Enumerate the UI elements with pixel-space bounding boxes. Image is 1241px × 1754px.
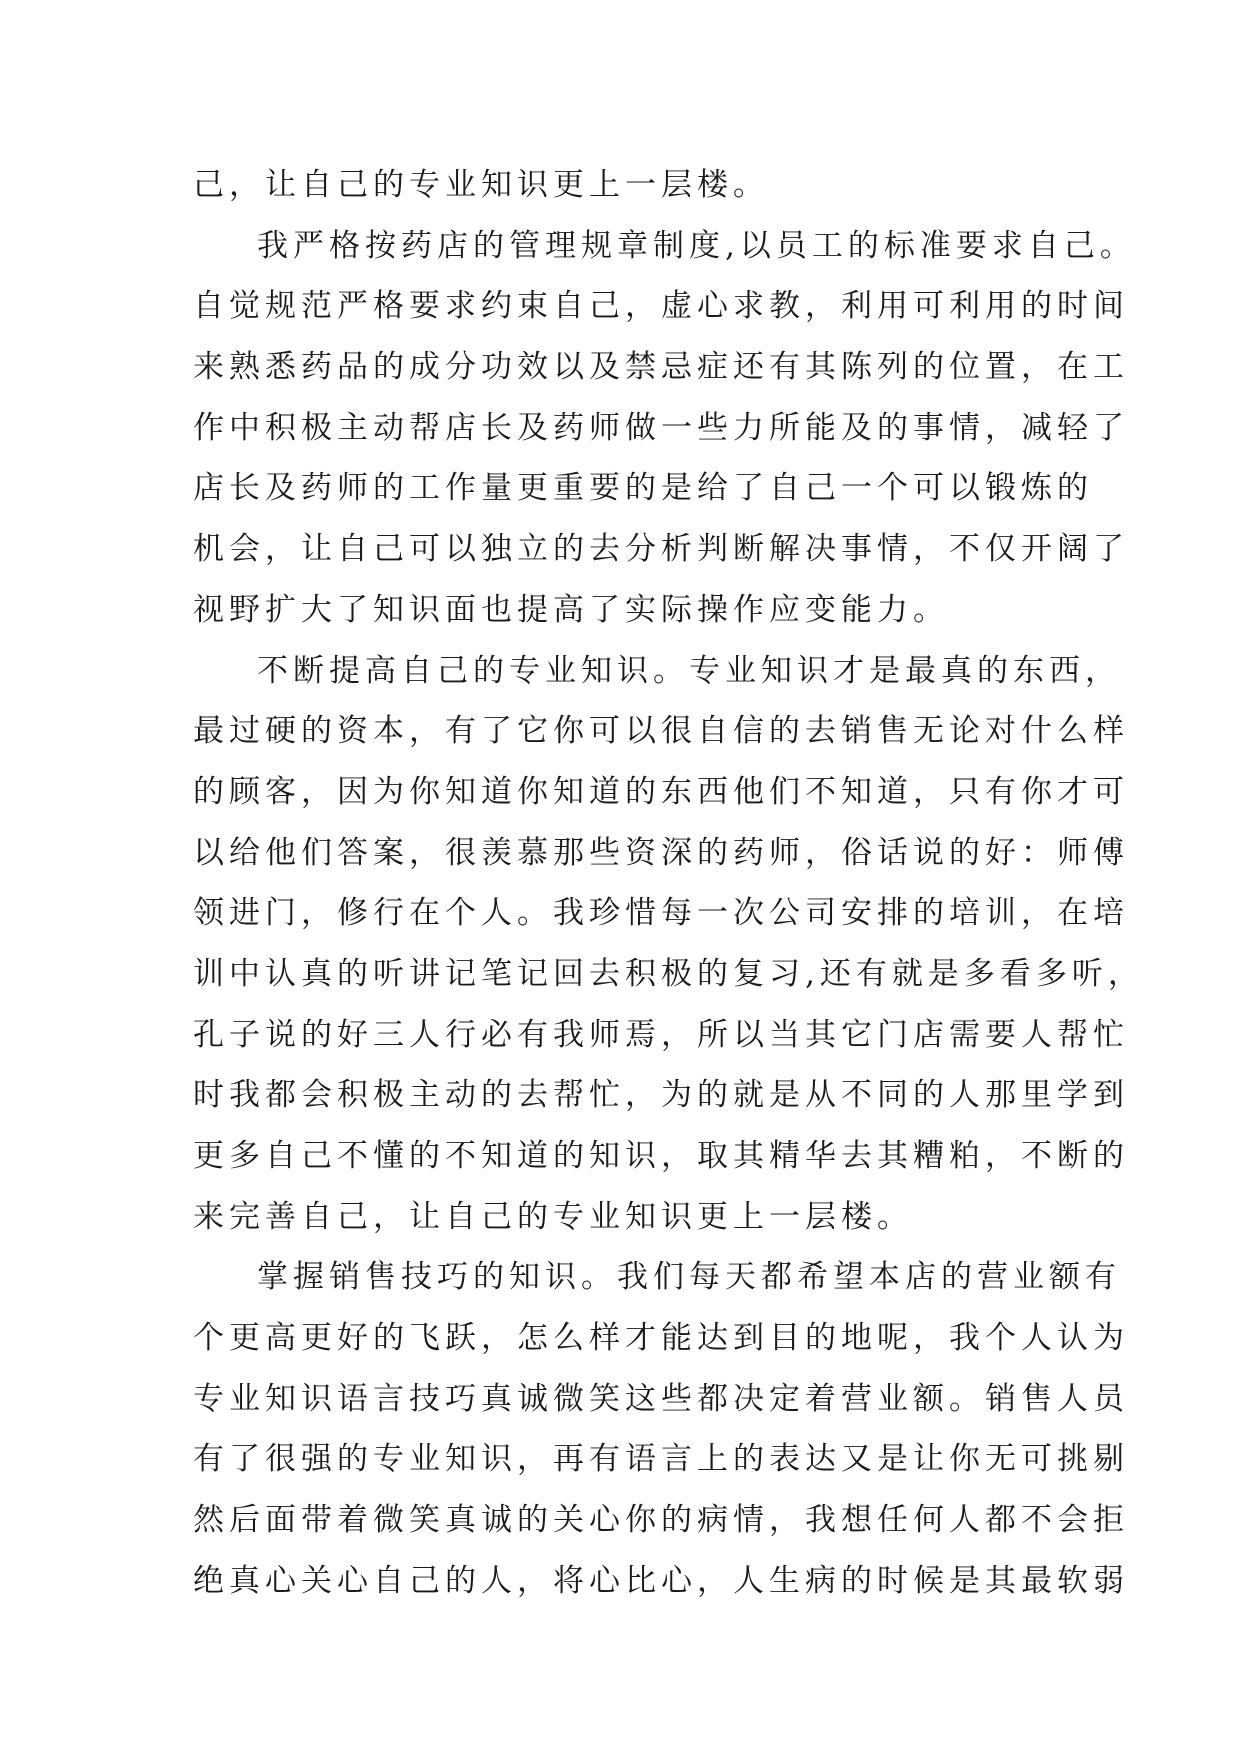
text-line: 最过硬的资本，有了它你可以很自信的去销售无论对什么样 — [193, 713, 1129, 750]
text-line: 有了很强的专业知识，再有语言上的表达又是让你无可挑剔 — [193, 1441, 1129, 1478]
text-line: 来完善自己，让自己的专业知识更上一层楼。 — [193, 1198, 913, 1235]
text-line: 我严格按药店的管理规章制度,以员工的标准要求自己。 — [257, 227, 1136, 264]
text-line: 店长及药师的工作量更重要的是给了自己一个可以锻炼的 — [193, 470, 1093, 507]
text-line: 以给他们答案，很羡慕那些资深的药师，俗话说的好：师傅 — [193, 834, 1129, 871]
text-line: 来熟悉药品的成分功效以及禁忌症还有其陈列的位置，在工 — [193, 349, 1129, 386]
text-line: 孔子说的好三人行必有我师焉，所以当其它门店需要人帮忙 — [193, 1016, 1129, 1053]
text-line: 不断提高自己的专业知识。专业知识才是最真的东西， — [257, 652, 1121, 689]
text-line: 的顾客，因为你知道你知道的东西他们不知道，只有你才可 — [193, 773, 1129, 810]
text-line: 个更高更好的飞跃，怎么样才能达到目的地呢，我个人认为 — [193, 1320, 1129, 1357]
text-line: 自觉规范严格要求约束自己，虚心求教，利用可利用的时间 — [193, 288, 1129, 325]
text-line: 己，让自己的专业知识更上一层楼。 — [193, 167, 769, 203]
text-line: 时我都会积极主动的去帮忙，为的就是从不同的人那里学到 — [193, 1077, 1129, 1114]
text-line: 更多自己不懂的不知道的知识，取其精华去其糟粕，不断的 — [193, 1138, 1129, 1174]
text-line: 作中积极主动帮店长及药师做一些力所能及的事情，减轻了 — [193, 409, 1129, 446]
text-line: 机会，让自己可以独立的去分析判断解决事情，不仅开阔了 — [193, 531, 1129, 568]
text-line: 绝真心关心自己的人，将心比心，人生病的时候是其最软弱 — [193, 1562, 1129, 1599]
text-line: 专业知识语言技巧真诚微笑这些都决定着营业额。销售人员 — [193, 1380, 1129, 1417]
body-text — [193, 155, 1144, 1612]
text-line: 视野扩大了知识面也提高了实际操作应变能力。 — [193, 591, 949, 628]
text-line: 领进门，修行在个人。我珍惜每一次公司安排的培训，在培 — [193, 895, 1129, 932]
text-line: 掌握销售技巧的知识。我们每天都希望本店的营业额有 — [257, 1259, 1121, 1296]
text-line: 然后面带着微笑真诚的关心你的病情，我想任何人都不会拒 — [193, 1502, 1129, 1539]
text-line: 训中认真的听讲记笔记回去积极的复习,还有就是多看多听， — [193, 955, 1144, 992]
